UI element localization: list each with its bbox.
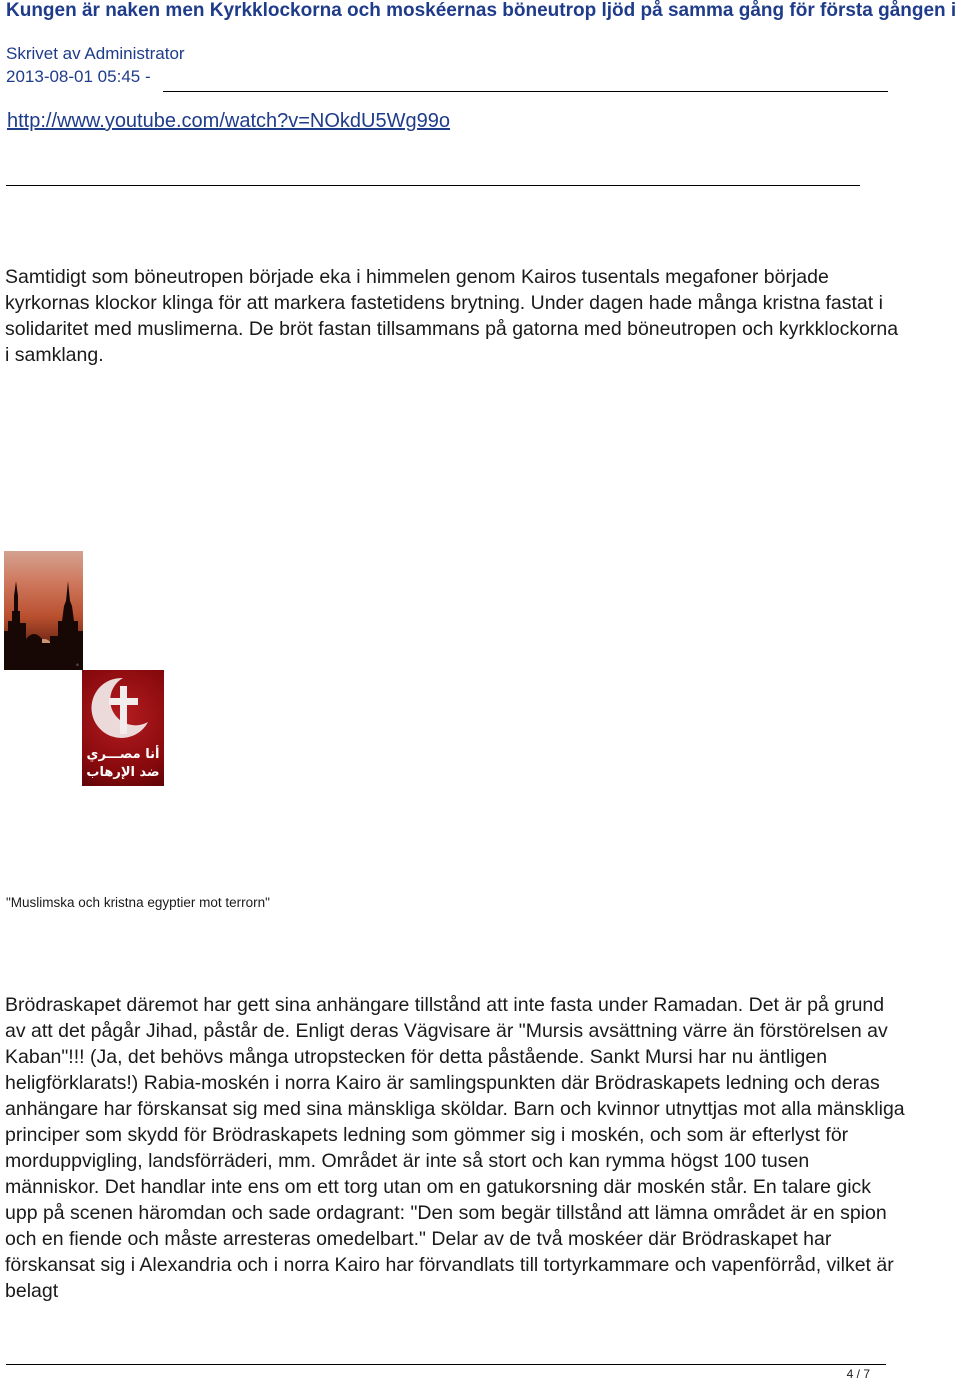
youtube-link[interactable]: http://www.youtube.com/watch?v=NOkdU5Wg99o <box>7 110 450 132</box>
content-divider <box>6 185 860 186</box>
page-title: Kungen är naken men Kyrkklockorna och moskéernas böneutrop ljöd på samma gång för första gången i <box>6 0 957 21</box>
cross-crescent-image <box>82 670 164 786</box>
image-caption: "Muslimska och kristna egyptier mot terrorn" <box>6 895 270 910</box>
svg-text:©: © <box>76 663 79 667</box>
paragraph-intro: Samtidigt som böneutropen började eka i himmelen genom Kairos tusentals megafoner började kyrkornas klockor klinga för att markera fastetidens brytning. Under dagen hade många kristna fastat i solidaritet med muslimerna. De bröt fastan tillsammans på gatorna med böneutropen och kyrkklockorna i samklang. <box>5 266 899 366</box>
footer-divider <box>6 1364 886 1365</box>
cross-crescent-graphic <box>82 670 164 786</box>
mosque-church-image <box>4 551 83 670</box>
date-line: 2013-08-01 05:45 - <box>6 67 151 86</box>
author-line: Skrivet av Administrator <box>6 44 185 63</box>
arabic-slogan-line2: ضد الإرهاب <box>86 765 160 780</box>
silhouette-graphic <box>4 551 83 670</box>
paragraph-main: Brödraskapet däremot har gett sina anhängare tillstånd att inte fasta under Ramadan. Det är på grund av att det pågår Jihad, påstår de. Enligt deras Vägvisare är "Mursis avsättning värre än förstörelsen av Kaban"!!! (Ja, det behövs många utropstecken för detta påstående. Sankt Mursi har nu äntligen heligförklarats!) Rabia-moskén i norra Kairo är samlingspunkten där Brödraskapets ledning och deras anhängare har förskansat sig med sina mänskliga sköldar. Barn och kvinnor utnyttjas mot alla mänskliga principer som skydd för Brödraskapets ledning som gömmer sig i moskén, och som är efterlyst för morduppvigling, landsförräderi, mm. Området är inte så stort och kan rymma högst 100 tusen människor. Det handlar inte ens om ett torg utan om en gatukorsning där moskén står. En talare gick upp på scenen häromdan och sade ordagrant: "Den som begär tillstånd att lämna området är en spion och en fiende och måste arresteras omedelbart." Delar av de två moskéer där Brödraskapet har förskansat sig i Alexandria och i norra Kairo har förvandlats till tortyrkammare och vapenförråd, vilket är belagt <box>5 994 905 1302</box>
arabic-slogan-line1: أنا مصـــري <box>86 747 160 762</box>
page-number: 4 / 7 <box>846 1367 870 1381</box>
header-divider <box>163 91 888 92</box>
